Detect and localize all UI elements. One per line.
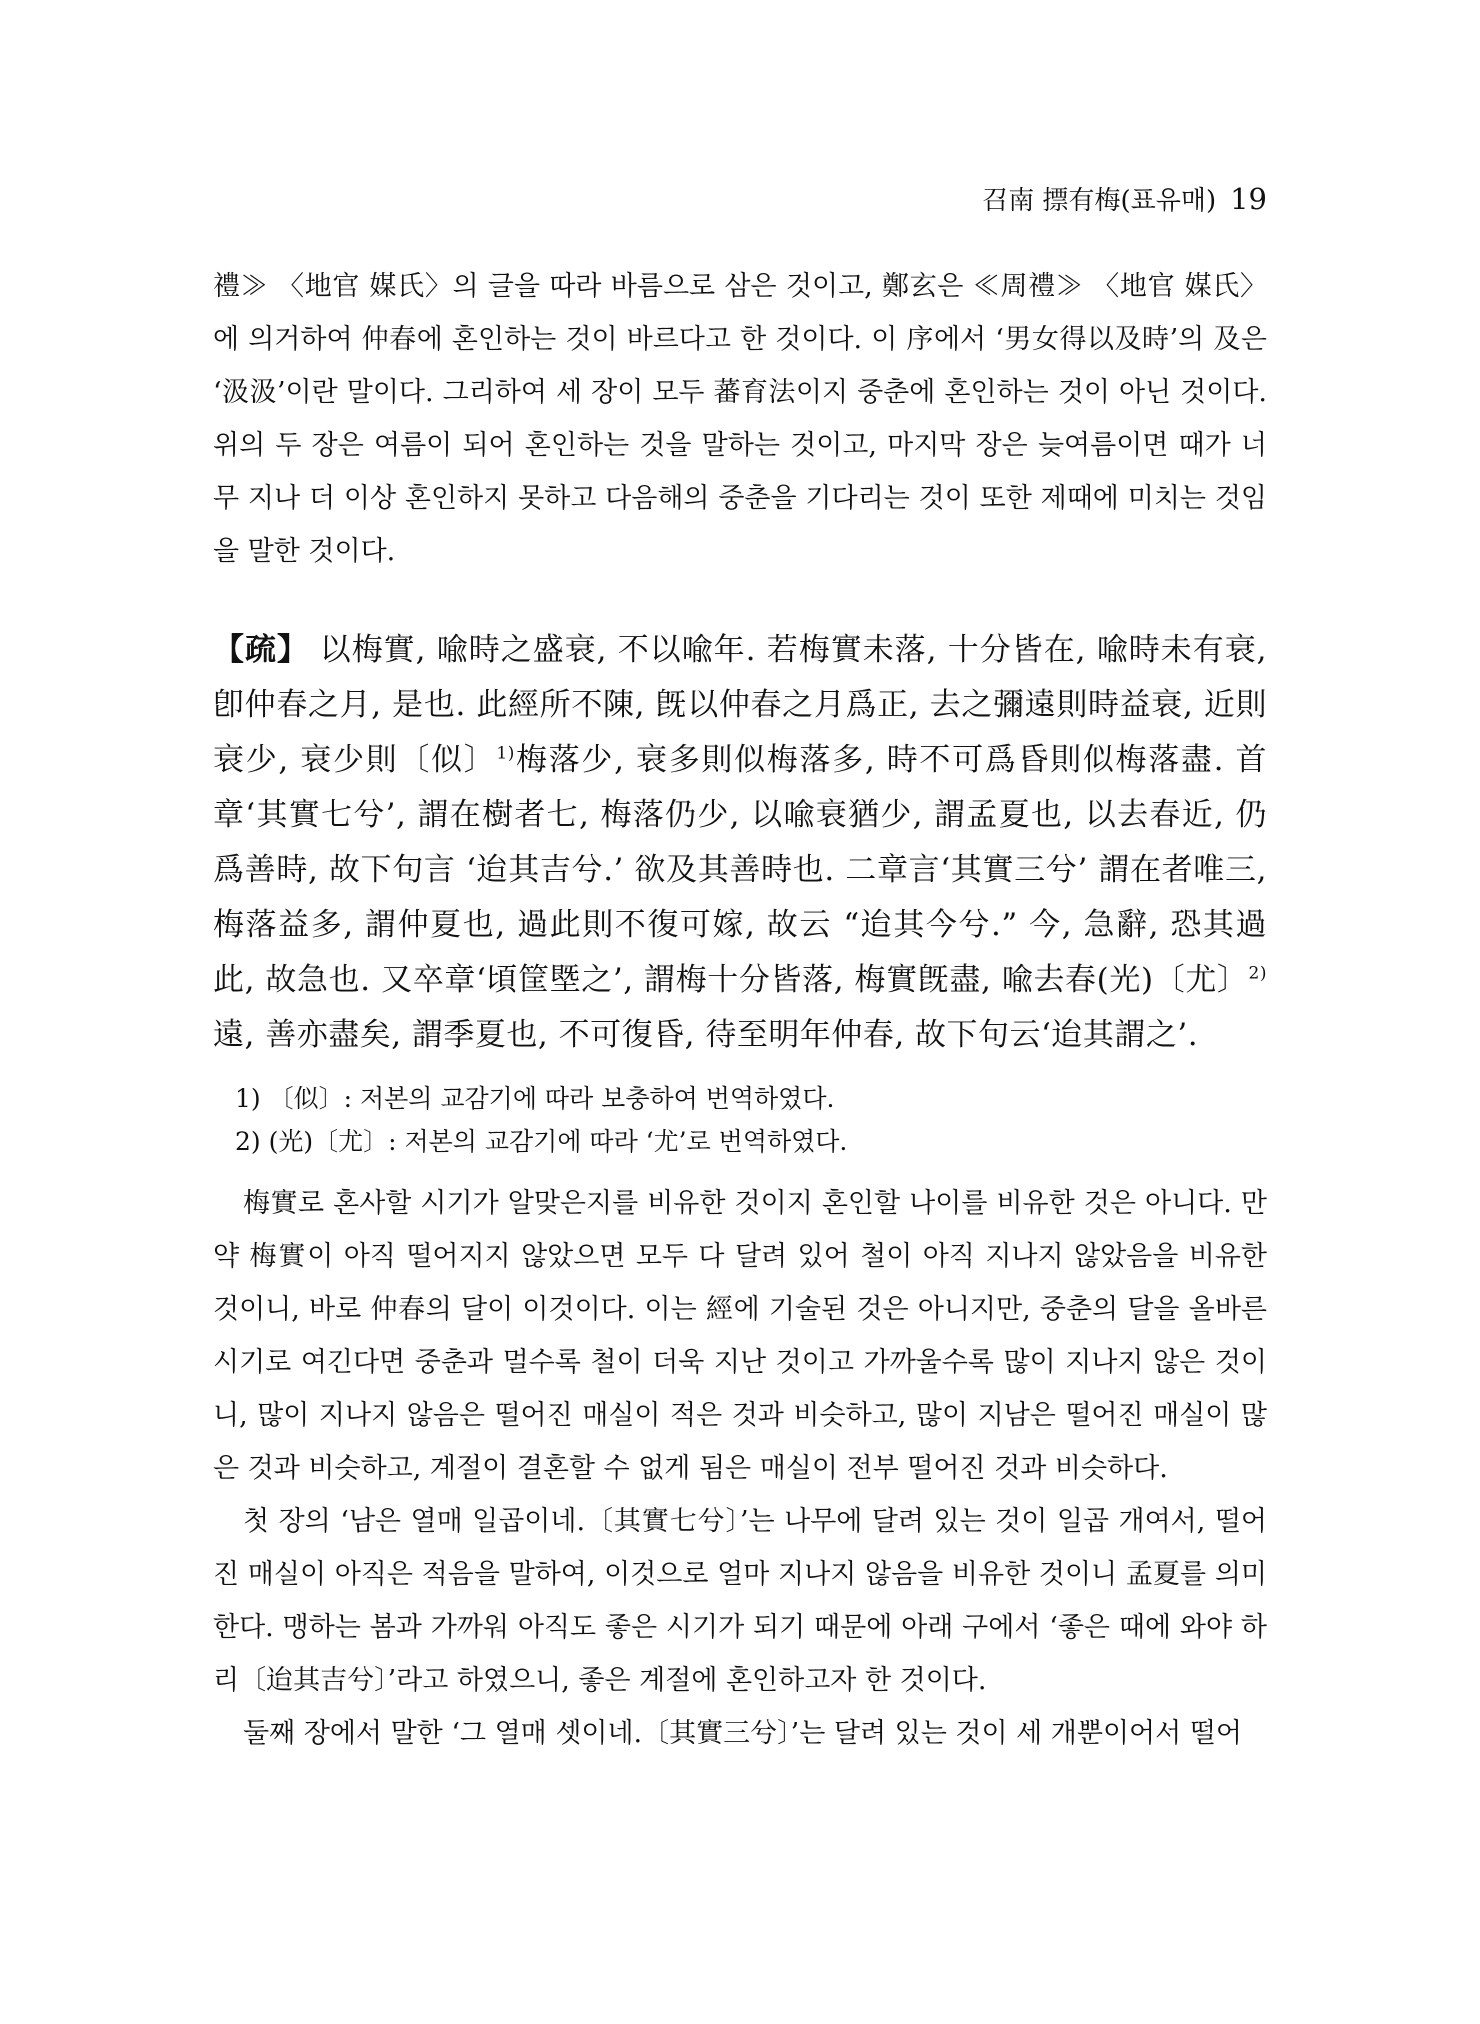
- paragraph-translation-1: 梅實로 혼사할 시기가 알맞은지를 비유한 것이지 혼인할 나이를 비유한 것은 아니다. 만약 梅實이 아직 떨어지지 않았으면 모두 다 달려 있어 철이 아직 지나지 않았음을 비유한 것이니, 바로 仲春의 달이 이것이다. 이는 經에 기술된 것은 아니지만, 중춘의 달을 올바른 시기로 여긴다면 중춘과 멀수록 철이 더욱 지난 것이고 가까울수록 많이 지나지 않은 것이니, 많이 지나지 않음은 떨어진 매실이 적은 것과 비슷하고, 많이 지남은 떨어진 매실이 많은 것과 비슷하고, 계절이 결혼할 수 없게 됨은 매실이 전부 떨어진 것과 비슷하다.: [213, 1188, 1267, 1484]
- footnotes: [235, 1077, 1267, 1163]
- header-title: 召南 摽有梅(표유매): [982, 186, 1217, 216]
- footnote-ref-2: 2): [1248, 963, 1267, 984]
- footnote-ref-1: 1): [496, 743, 515, 764]
- page-body: [213, 260, 1267, 1760]
- paragraph-translation-2: 첫 장의 ‘남은 열매 일곱이네.〔其實七兮〕’는 나무에 달려 있는 것이 일곱 개여서, 떨어진 매실이 아직은 적음을 말하여, 이것으로 얼마 지나지 않음을 비유한 것이니 孟夏를 의미한다. 맹하는 봄과 가까워 아직도 좋은 시기가 되기 때문에 아래 구에서 ‘좋은 때에 와야 하리〔迨其吉兮〕’라고 하였으니, 좋은 계절에 혼인하고자 한 것이다.: [213, 1506, 1267, 1696]
- shu-text-a: 以梅實, 喩時之盛衰, 不以喩年. 若梅實未落, 十分皆在, 喩時未有衰, 卽仲春之月, 是也. 此經所不陳, 旣以仲春之月爲正, 去之彌遠則時益衰, 近則衰少, 衰少則〔似〕: [213, 632, 1268, 778]
- paragraph-translation-3: 둘째 장에서 말한 ‘그 열매 셋이네.〔其實三兮〕’는 달려 있는 것이 세 개뿐이어서 떨어: [243, 1718, 1242, 1749]
- running-header: [982, 180, 1267, 217]
- footnote-2: 2) (光)〔尤〕: 저본의 교감기에 따라 ‘尤’로 번역하였다.: [235, 1127, 848, 1156]
- footnote-1: 1) 〔似〕: 저본의 교감기에 따라 보충하여 번역하였다.: [235, 1084, 835, 1113]
- page-number: 19: [1230, 182, 1267, 216]
- shu-text-b: 梅落少, 衰多則似梅落多, 時不可爲昏則似梅落盡. 首章‘其實七兮’, 謂在樹者七, 梅落仍少, 以喩衰猶少, 謂孟夏也, 以去春近, 仍爲善時, 故下句言 ‘迨其吉兮.’ 欲及其善時也. 二章言‘其實三兮’ 謂在者唯三, 梅落益多, 謂仲夏也, 過此則不復可嫁, 故云 “迨其今兮.” 今, 急辭, 恐其過此, 故急也. 又卒章‘頃筐塈之’, 謂梅十分皆落, 梅實旣盡, 喩去春(光)〔尤〕: [213, 742, 1267, 998]
- paragraph-translation-continued: 禮≫ 〈地官 媒氏〉의 글을 따라 바름으로 삼은 것이고, 鄭玄은 ≪周禮≫ 〈地官 媒氏〉에 의거하여 仲春에 혼인하는 것이 바르다고 한 것이다. 이 序에서 ‘男女得以及時’의 及은 ‘汲汲’이란 말이다. 그리하여 세 장이 모두 蕃育法이지 중춘에 혼인하는 것이 아닌 것이다. 위의 두 장은 여름이 되어 혼인하는 것을 말하는 것이고, 마지막 장은 늦여름이면 때가 너무 지나 더 이상 혼인하지 못하고 다음해의 중춘을 기다리는 것이 또한 제때에 미치는 것임을 말한 것이다.: [213, 271, 1267, 567]
- commentary-shu: [213, 623, 1267, 1063]
- shu-text-c: 遠, 善亦盡矣, 謂季夏也, 不可復昏, 待至明年仲春, 故下句云‘迨其謂之’.: [213, 1017, 1199, 1053]
- shu-tag: 【疏】: [213, 632, 309, 668]
